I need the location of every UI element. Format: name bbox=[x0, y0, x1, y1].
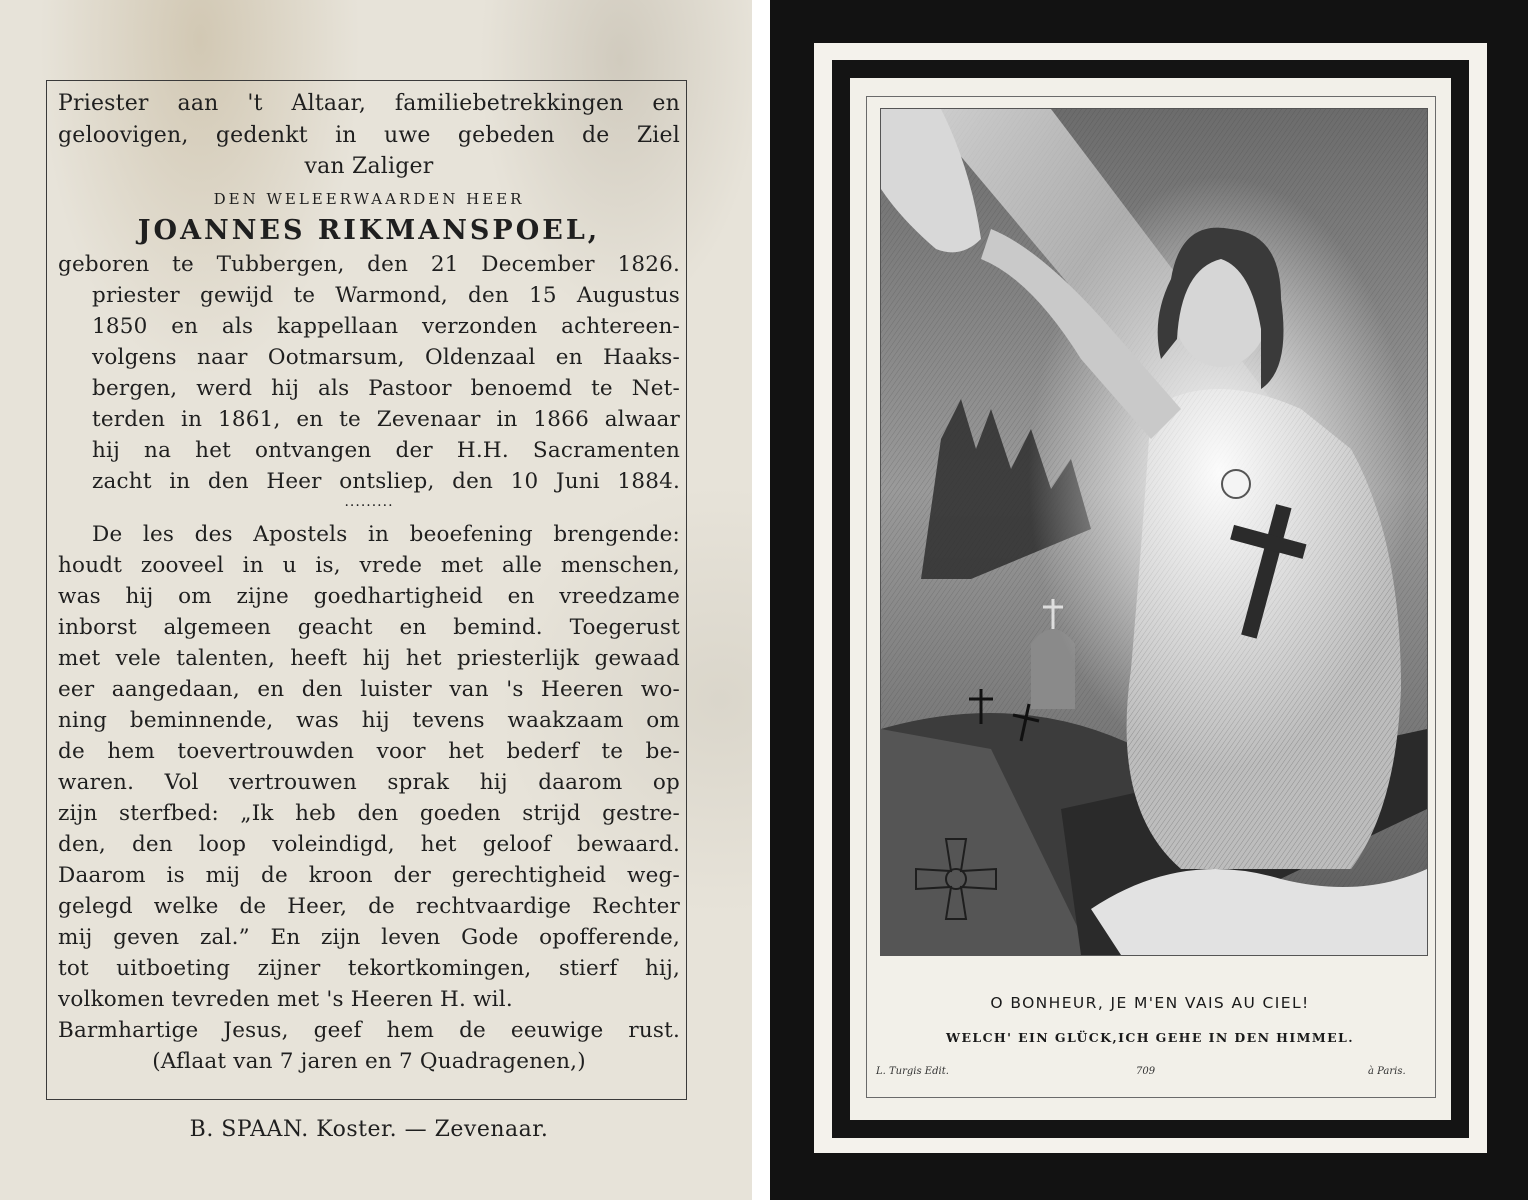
bio-line: hij na het ontvangen der H.H. Sacramenten bbox=[92, 437, 680, 463]
body-line: met vele talenten, heeft hij het priesterlijk gewaad bbox=[58, 645, 680, 671]
body-line: ning beminnende, was hij tevens waakzaam om bbox=[58, 707, 680, 733]
sacred-heart-emblem bbox=[1222, 470, 1250, 498]
indulgence-line: (Aflaat van 7 jaren en 7 Quadragenen,) bbox=[152, 1048, 586, 1074]
body-line: tot uitboeting zijner tekortkomingen, stierf hij, bbox=[58, 955, 680, 981]
body-line: zijn sterfbed: „Ik heb den goeden strijd gestre- bbox=[58, 800, 680, 826]
body-line: mij geven zal.” En zijn leven Gode opofferende, bbox=[58, 924, 680, 950]
biography-paragraph bbox=[58, 249, 680, 497]
printer-credit: B. SPAAN. Koster. — Zevenaar. bbox=[189, 1117, 549, 1142]
body-line: gelegd welke de Heer, de rechtvaardige Rechter bbox=[58, 893, 680, 919]
bio-line: geboren te Tubbergen, den 21 December 1826. bbox=[58, 251, 680, 277]
publisher-imprint: L. Turgis Edit. bbox=[876, 1066, 949, 1077]
right-border-rule bbox=[686, 80, 687, 1100]
body-line: waren. Vol vertrouwen sprak hij daarom op bbox=[58, 769, 680, 795]
body-line: volkomen tevreden met 's Heeren H. wil. bbox=[58, 986, 513, 1012]
bio-line: 1850 en als kappellaan verzonden achtereen- bbox=[92, 313, 680, 339]
bio-line: priester gewijd te Warmond, den 15 Augustus bbox=[92, 282, 680, 308]
intro-line: Priester aan 't Altaar, familiebetrekkingen en bbox=[58, 91, 680, 116]
body-line: den, den loop voleindigd, het geloof bewaard. bbox=[58, 831, 680, 857]
caption-german: WELCH' EIN GLÜCK,ICH GEHE IN DEN HIMMEL. bbox=[946, 1030, 1354, 1045]
body-line: De les des Apostels in beoefening brengende: bbox=[92, 521, 680, 547]
memorial-card-text-side bbox=[0, 0, 752, 1200]
plate-number: 709 bbox=[1136, 1066, 1156, 1077]
separator-dots: ········· bbox=[344, 497, 394, 514]
bottom-border-rule bbox=[46, 1099, 686, 1100]
body-line: was hij om zijne goedhartigheid en vreedzame bbox=[58, 583, 680, 609]
intro-line: van Zaliger bbox=[304, 154, 434, 179]
deceased-name: JOANNES RIKMANSPOEL, bbox=[137, 214, 601, 246]
bio-line: volgens naar Ootmarsum, Oldenzaal en Haaks- bbox=[92, 344, 680, 370]
honorific-title: DEN WELEERWAARDEN HEER bbox=[213, 189, 525, 208]
publisher-place: à Paris. bbox=[1368, 1066, 1406, 1077]
memorial-text bbox=[58, 88, 680, 1077]
bio-line: zacht in den Heer ontsliep, den 10 Juni 1884. bbox=[92, 468, 680, 494]
memorial-card-image-side bbox=[770, 0, 1528, 1200]
caption-french: O BONHEUR, JE M'EN VAIS AU CIEL! bbox=[990, 994, 1310, 1012]
body-line: Daarom is mij de kroon der gerechtigheid weg- bbox=[58, 862, 680, 888]
intro-paragraph bbox=[58, 88, 680, 183]
bio-line: terden in 1861, en te Zevenaar in 1866 alwaar bbox=[92, 406, 680, 432]
intro-line: geloovigen, gedenkt in uwe gebeden de Ziel bbox=[58, 122, 680, 148]
bio-line: bergen, werd hij als Pastoor benoemd te Net- bbox=[92, 375, 680, 401]
body-line: eer aangedaan, en den luister van 's Heeren wo- bbox=[58, 676, 680, 702]
top-border-rule bbox=[46, 80, 686, 81]
left-border-rule bbox=[46, 80, 47, 1100]
body-line: Barmhartige Jesus, geef hem de eeuwige rust. bbox=[58, 1017, 680, 1043]
body-line: houdt zooveel in u is, vrede met alle menschen, bbox=[58, 552, 680, 578]
engraving-illustration bbox=[881, 109, 1427, 955]
body-line: inborst algemeen geacht en bemind. Toegerust bbox=[58, 614, 680, 640]
body-paragraph bbox=[58, 519, 680, 1077]
devotional-engraving bbox=[880, 108, 1428, 956]
body-line: de hem toevertrouwden voor het bederf te be- bbox=[58, 738, 680, 764]
